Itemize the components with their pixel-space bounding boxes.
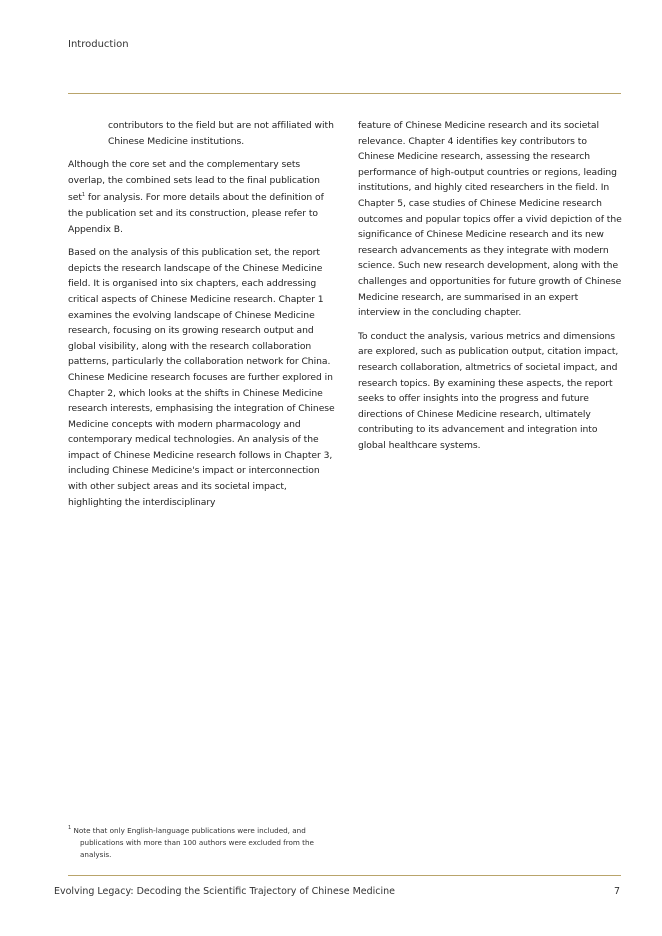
chapters-overview-paragraph: Based on the analysis of this publication set, the report depicts the research landscape of the Chinese Medicine field. It is organised into six chapters, each addressing critical aspects of Chinese Medicine research. Chapter 1 examines the evolving landscape of Chinese Medicine research, focusing on its growing research output and global visibility, along with the research collaboration patterns, particularly the collaboration network for China. Chinese Medicine research focuses are further explored in Chapter 2, which looks at the shifts in Chinese Medicine research interests, emphasising the integration of Chinese Medicine concepts with modern pharmacology and contemporary medical technologies. An analysis of the impact of Chinese Medicine research follows in Chapter 3, including Chinese Medicine's impact or interconnection with other subject areas and its societal impact, highlighting the interdisciplinary [68,247,335,508]
right-text-column [358,118,622,461]
left-text-column [68,118,336,518]
header-divider [68,93,621,94]
page-number: 7 [614,886,621,897]
chapters-continued-paragraph: feature of Chinese Medicine research and its societal relevance. Chapter 4 identifies key contributors to Chinese Medicine research, assessing the research performance of high-output countries or regions, leading institutions, and highly cited researchers in the field. In Chapter 5, case studies of Chinese Medicine research outcomes and popular topics offer a vivid depiction of the significance of Chinese Medicine research and its new research advancements as they integrate with modern science. Such new research development, along with the challenges and opportunities for future growth of Chinese Medicine research, are summarised in an expert interview in the concluding chapter. [358,120,622,319]
continued-list-item-text: contributors to the field but are not affiliated with Chinese Medicine institutions. [108,120,334,147]
footer-divider [68,875,621,876]
footnote-reference: 1 [81,192,86,199]
publication-set-paragraph [68,157,336,237]
footnote-text: Note that only English-language publications were included, and publications with more than 100 authors were excluded from the analysis. [73,826,314,859]
publication-set-text-part2: for analysis. For more details about the definition of the publication set and its construction, please refer to Appendix B. [68,192,324,235]
footnote [68,823,338,860]
running-head-section-title: Introduction [68,39,129,50]
publication-set-text-part1: Although the core set and the complementary sets overlap, the combined sets lead to the final publication set [68,159,320,204]
footer-document-title: Evolving Legacy: Decoding the Scientific Trajectory of Chinese Medicine [54,886,396,897]
analysis-metrics-paragraph: To conduct the analysis, various metrics and dimensions are explored, such as publication output, citation impact, research collaboration, altmetrics of societal impact, and research topics. By examining these aspects, the report seeks to offer insights into the progress and future directions of Chinese Medicine research, ultimately contributing to its advancement and integration into global healthcare systems. [358,330,619,451]
footnote-marker: 1 [68,825,72,831]
